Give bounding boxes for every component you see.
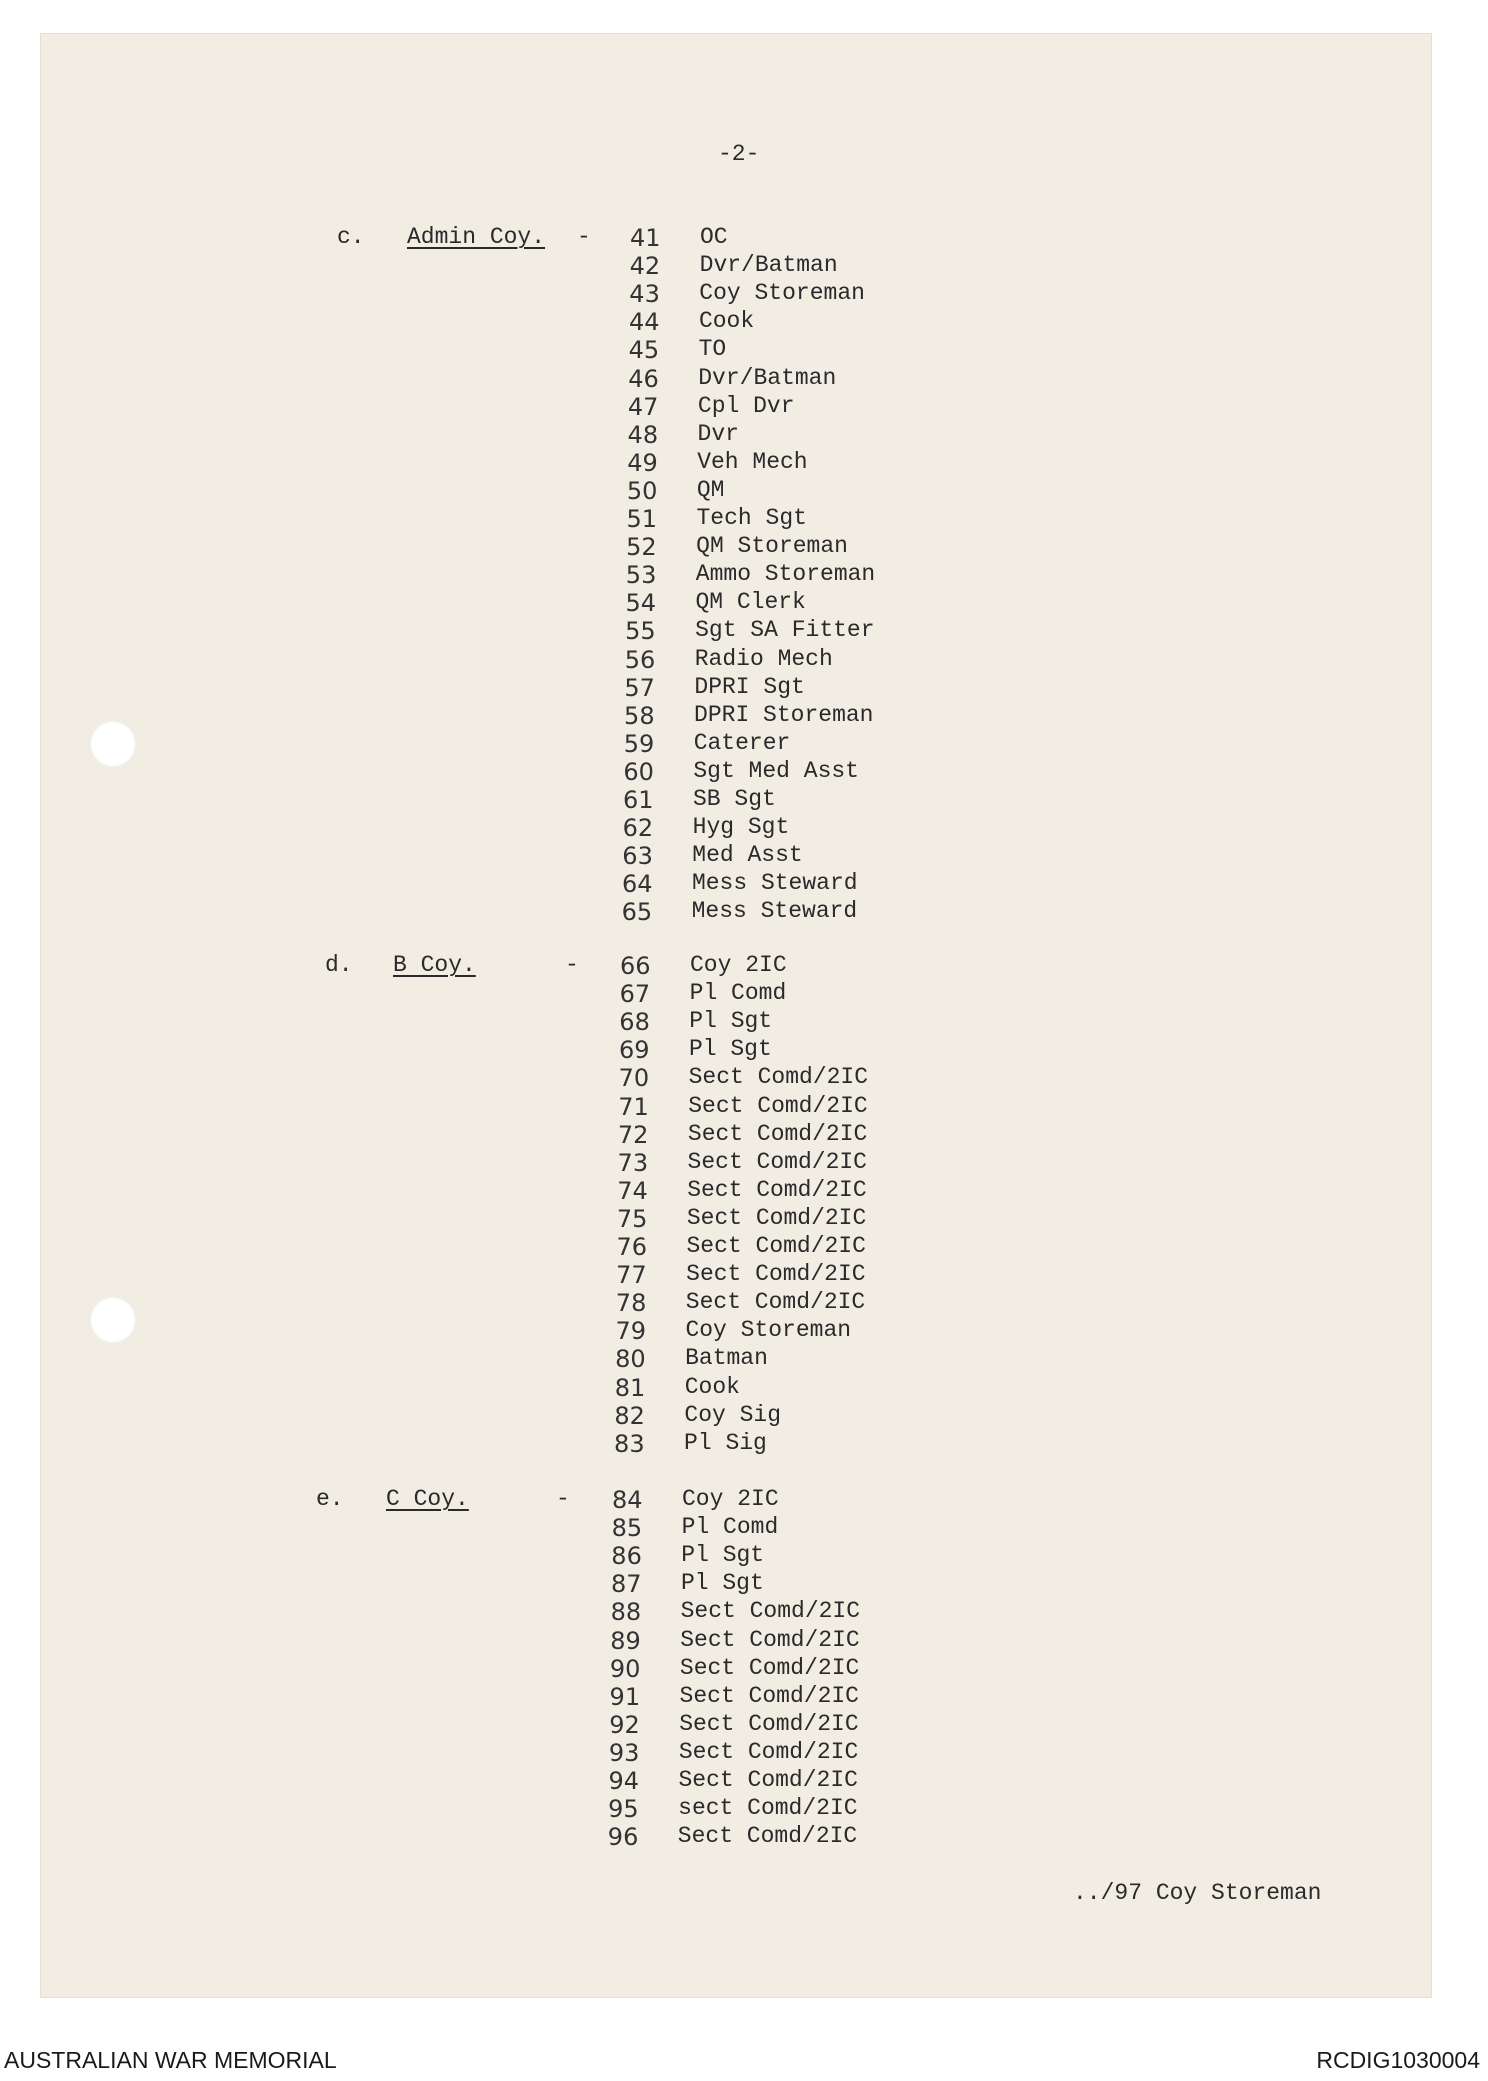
entry-role: Coy Storeman bbox=[699, 280, 865, 307]
entry-role: Pl Sgt bbox=[681, 1542, 765, 1569]
section-header-admin-coy bbox=[337, 224, 637, 254]
entry-role: Cpl Dvr bbox=[697, 392, 795, 419]
entry-role: Sect Comd/2IC bbox=[687, 1176, 867, 1203]
entry-number: 45 bbox=[628, 336, 660, 365]
entry-role: Pl Comd bbox=[681, 1514, 779, 1541]
entry-role: Sect Comd/2IC bbox=[686, 1204, 867, 1231]
entry-role: Sect Comd/2IC bbox=[686, 1261, 866, 1288]
punch-hole-upper bbox=[90, 721, 136, 767]
section-letter: c. bbox=[337, 224, 365, 250]
entry-role: Batman bbox=[685, 1345, 768, 1372]
entry-role: Sect Comd/2IC bbox=[680, 1626, 860, 1653]
entry-number: 48 bbox=[627, 420, 659, 449]
entry-number: 43 bbox=[629, 280, 660, 309]
entry-number: 65 bbox=[621, 898, 653, 927]
page-number: -2- bbox=[718, 141, 760, 167]
entry-number: 41 bbox=[630, 224, 661, 252]
entry-number: 92 bbox=[609, 1710, 640, 1739]
continuation-note: ../97 Coy Storeman bbox=[1073, 1880, 1322, 1906]
entry-role: Sect Comd/2IC bbox=[685, 1289, 866, 1316]
entry-role: Sect Comd/2IC bbox=[686, 1233, 866, 1259]
entry-role: Coy Sig bbox=[684, 1401, 782, 1428]
entry-role: Med Asst bbox=[692, 842, 803, 869]
entry-role: Sect Comd/2IC bbox=[680, 1598, 861, 1625]
entry-role: Sect Comd/2IC bbox=[677, 1823, 858, 1850]
entry-role: Cook bbox=[684, 1373, 740, 1400]
section-name: B Coy. bbox=[393, 952, 476, 978]
entry-role: QM Clerk bbox=[695, 589, 806, 616]
section-dash: - bbox=[556, 1486, 570, 1512]
entry-number: 60 bbox=[623, 757, 654, 786]
entry-number: 86 bbox=[611, 1542, 642, 1571]
entry-number: 81 bbox=[614, 1373, 646, 1402]
entry-number: 94 bbox=[608, 1767, 640, 1795]
entry-number: 61 bbox=[623, 786, 654, 814]
entry-role: SB Sgt bbox=[693, 786, 776, 812]
entry-role: Cook bbox=[698, 308, 755, 335]
entry-role: Sect Comd/2IC bbox=[688, 1064, 869, 1091]
entry-role: DPRI Sgt bbox=[694, 673, 805, 700]
entry-role: OC bbox=[700, 224, 728, 250]
entry-role: Sect Comd/2IC bbox=[678, 1767, 858, 1793]
punch-hole-lower bbox=[90, 1297, 136, 1343]
entry-role: Sect Comd/2IC bbox=[687, 1148, 867, 1175]
entry-number: 80 bbox=[615, 1345, 646, 1374]
entry-number: 90 bbox=[609, 1654, 641, 1683]
section-letter: e. bbox=[316, 1486, 344, 1512]
entry-role: Sgt Med Asst bbox=[693, 757, 859, 784]
entry-role: Sect Comd/2IC bbox=[679, 1654, 860, 1681]
entry-number: 78 bbox=[615, 1289, 647, 1318]
entry-role: sect Comd/2IC bbox=[678, 1795, 858, 1822]
entry-number: 74 bbox=[617, 1176, 648, 1205]
entry-number: 77 bbox=[616, 1261, 647, 1290]
entry-number: 79 bbox=[615, 1317, 646, 1346]
entry-number: 63 bbox=[622, 842, 653, 871]
entry-role: Sect Comd/2IC bbox=[678, 1738, 859, 1765]
section-header-b-coy bbox=[325, 952, 625, 982]
entry-role: TO bbox=[698, 336, 727, 363]
entry-number: 91 bbox=[609, 1682, 641, 1711]
section-letter: d. bbox=[325, 952, 353, 978]
entry-number: 70 bbox=[618, 1064, 650, 1093]
entry-number: 54 bbox=[625, 589, 656, 618]
entry-number: 82 bbox=[614, 1401, 645, 1430]
entry-role: Sgt SA Fitter bbox=[695, 617, 875, 644]
entry-number: 96 bbox=[607, 1823, 639, 1852]
entry-role: Dvr/Batman bbox=[699, 252, 838, 279]
entry-number: 85 bbox=[611, 1514, 643, 1543]
entry-number: 66 bbox=[620, 952, 651, 980]
entry-number: 88 bbox=[610, 1598, 642, 1627]
entry-number: 84 bbox=[612, 1486, 643, 1514]
entry-role: Sect Comd/2IC bbox=[679, 1682, 859, 1709]
entry-role: Veh Mech bbox=[697, 448, 808, 475]
entry-role: Pl Comd bbox=[689, 980, 787, 1007]
entry-role: Dvr/Batman bbox=[698, 364, 837, 391]
entry-role: QM bbox=[696, 476, 725, 503]
entry-number: 67 bbox=[619, 980, 651, 1009]
entry-role: Pl Sgt bbox=[680, 1570, 764, 1597]
entry-role: DPRI Storeman bbox=[694, 701, 874, 728]
entry-number: 57 bbox=[624, 673, 655, 702]
entry-role: Radio Mech bbox=[694, 645, 833, 672]
entry-role: Coy 2IC bbox=[682, 1486, 779, 1512]
entry-number: 49 bbox=[627, 448, 658, 477]
entry-role: Dvr bbox=[697, 420, 739, 447]
entry-role: Sect Comd/2IC bbox=[679, 1710, 859, 1737]
entry-role: Pl Sig bbox=[684, 1429, 767, 1456]
entry-number: 69 bbox=[618, 1036, 650, 1065]
entry-role: Pl Sgt bbox=[688, 1036, 772, 1063]
footer-institution: AUSTRALIAN WAR MEMORIAL bbox=[4, 2047, 337, 2073]
entry-number: 71 bbox=[618, 1092, 649, 1121]
section-dash: - bbox=[577, 224, 591, 250]
entry-role: Caterer bbox=[693, 729, 791, 756]
entry-number: 93 bbox=[608, 1738, 640, 1767]
section-header-c-coy bbox=[316, 1486, 616, 1516]
entry-number: 62 bbox=[622, 814, 654, 843]
entry-number: 73 bbox=[617, 1148, 649, 1177]
entry-role: QM Storeman bbox=[696, 533, 848, 560]
entry-role: Hyg Sgt bbox=[692, 814, 790, 841]
section-name: C Coy. bbox=[386, 1486, 469, 1512]
entry-number: 58 bbox=[624, 701, 655, 730]
entry-number: 50 bbox=[626, 476, 658, 505]
entry-number: 75 bbox=[616, 1204, 648, 1233]
entry-role: Tech Sgt bbox=[696, 505, 807, 531]
entry-role: Coy 2IC bbox=[690, 952, 787, 978]
entry-number: 64 bbox=[621, 870, 653, 899]
entry-number: 44 bbox=[628, 308, 660, 337]
entry-number: 46 bbox=[628, 364, 659, 393]
entry-number: 95 bbox=[608, 1795, 639, 1824]
entry-number: 56 bbox=[624, 645, 656, 674]
section-dash: - bbox=[565, 952, 579, 978]
entry-number: 87 bbox=[610, 1570, 642, 1599]
entry-role: Pl Sgt bbox=[689, 1008, 773, 1035]
entry-number: 47 bbox=[627, 392, 659, 421]
entry-role: Sect Comd/2IC bbox=[687, 1120, 868, 1147]
entry-number: 76 bbox=[616, 1233, 648, 1261]
entry-number: 55 bbox=[625, 617, 656, 646]
entry-number: 53 bbox=[625, 561, 657, 590]
entry-number: 52 bbox=[626, 533, 657, 562]
entry-role: Mess Steward bbox=[691, 898, 858, 925]
entry-number: 72 bbox=[617, 1120, 649, 1149]
entry-role: Mess Steward bbox=[691, 870, 858, 897]
entry-number: 83 bbox=[614, 1429, 645, 1458]
section-name: Admin Coy. bbox=[407, 224, 546, 250]
entry-number: 68 bbox=[619, 1008, 650, 1037]
entry-number: 51 bbox=[626, 505, 658, 533]
entry-number: 42 bbox=[629, 252, 661, 281]
entry-number: 59 bbox=[623, 729, 655, 758]
entry-role: Ammo Storeman bbox=[695, 561, 876, 588]
footer-reference-id: RCDIG1030004 bbox=[1316, 2047, 1480, 2073]
entry-role: Coy Storeman bbox=[685, 1317, 852, 1344]
entry-number: 89 bbox=[610, 1626, 641, 1655]
entry-role: Sect Comd/2IC bbox=[688, 1092, 868, 1119]
